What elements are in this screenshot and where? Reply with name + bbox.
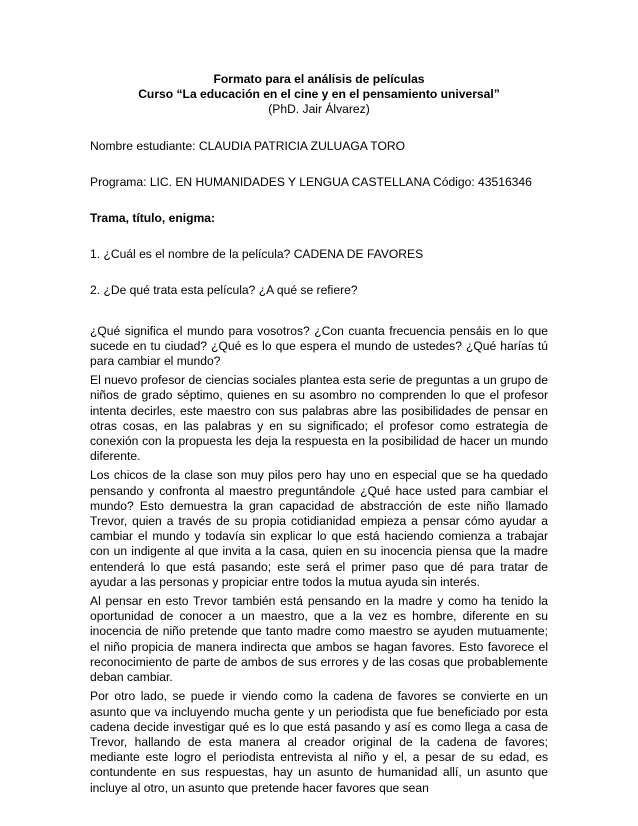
paragraph-5: Por otro lado, se puede ir viendo como la cadena de favores se convierte en un asunto que va incluyendo mucha gente y un periodista que fue beneficiado por esta cadena decide investigar qué es lo que está pasando y así es como llega a casa de Trevor, hallando de esta manera al creador original de la cadena de favores; mediante este logro el periodista entrevista al niño y el, a pesar de su edad, es contundente en sus respuestas, hay un asunto de humanidad allí, un asunto que incluye al otro, un asunto que pretende hacer favores que sean xyxy=(90,689,548,795)
course-title: Curso “La educación en el cine y en el pensamiento universal” xyxy=(138,87,500,102)
student-name: Nombre estudiante: CLAUDIA PATRICIA ZULUAGA TORO xyxy=(90,138,405,153)
paragraph-3: Los chicos de la clase son muy pilos pero hay uno en especial que se ha quedado pensando y confronta al maestro preguntándole ¿Qué hace usted para cambiar el mundo? Esto demuestra la gran capacidad de abstracción de este niño llamado Trevor, quien a través de su propia cotidianidad empieza a pensar cómo ayudar a cambiar el mundo y todavía sin explicar lo que está haciendo comienza a trabajar con un indigente al que invita a la casa, quien en su inocencia piensa que la madre entenderá lo que está pasando; este será el primer paso que dé para tratar de ayudar a las personas y propiciar entre todos la mutua ayuda sin interés. xyxy=(90,468,548,589)
question-2: 2. ¿De qué trata esta película? ¿A qué se refiere? xyxy=(90,283,358,298)
paragraph-4: Al pensar en esto Trevor también está pensando en la madre y como ha tenido la oportunidad de conocer a un maestro, que a la vez es hombre, diferente en su inocencia de niño pretende que tanto madre como maestro se ayuden mutuamente; el niño propicia de manera indirecta que ambos se hagan favores. Esto favorece el reconocimiento de parte de ambos de sus errores y de las cosas que probablemente deban cambiar. xyxy=(90,594,548,685)
document-title: Formato para el análisis de películas xyxy=(213,72,425,86)
paragraph-1: ¿Qué significa el mundo para vosotros? ¿Con cuanta frecuencia pensáis en lo que sucede en tu ciudad? ¿Qué es lo que espera el mundo de ustedes? ¿Qué harías tú para cambiar el mundo? xyxy=(90,323,548,369)
section-heading: Trama, título, enigma: xyxy=(90,211,215,226)
question-1: 1. ¿Cuál es el nombre de la película? CADENA DE FAVORES xyxy=(90,247,424,262)
program-line: Programa: LIC. EN HUMANIDADES Y LENGUA CASTELLANA Código: 43516346 xyxy=(90,174,532,189)
instructor-name: (PhD. Jair Álvarez) xyxy=(268,102,370,117)
paragraph-2: El nuevo profesor de ciencias sociales plantea esta serie de preguntas a un grupo de niños de grado séptimo, quienes en su asombro no comprenden lo que el profesor intenta decirles, este maestro con sus palabras abre las posibilidades de pensar en otras cosas, en las palabras y en su significado; el profesor como estrategia de conexión con la propuesta les deja la respuesta en la posibilidad de hacer un mundo diferente. xyxy=(90,373,548,464)
